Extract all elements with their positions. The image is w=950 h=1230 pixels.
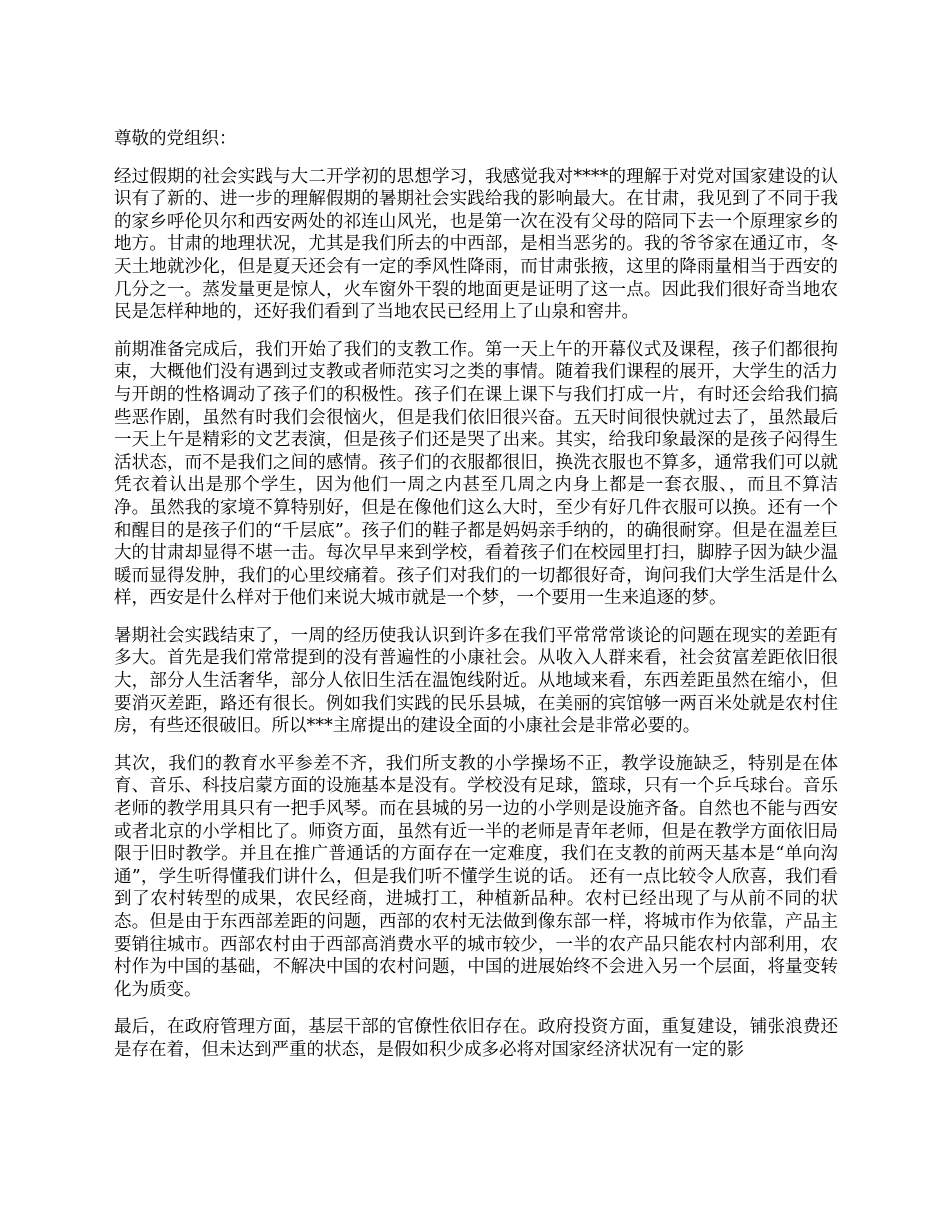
paragraph-2: 前期准备完成后，我们开始了我们的支教工作。第一天上午的开幕仪式及课程，孩子们都很拘束，大概他们没有遇到过支教或者师范实习之类的事情。随着我们课程的展开，大学生的活力与开朗的性格调动了孩子们的积极性。孩子们在课上课下与我们打成一片，有时还会给我们搞些恶作剧，虽然有时我们会很恼火，但是我们依旧很兴奋。五天时间很快就过去了，虽然最后一天上午是精彩的文艺表演，但是孩子们还是哭了出来。其实，给我印象最深的是孩子闷得生活状态，而不是我们之间的感情。孩子们的衣服都很旧，换洗衣服也不算多，通常我们可以就凭衣着认出是那个学生，因为他们一周之内甚至几周之内身上都是一套衣服、，而且不算洁净。虽然我的家境不算特别好，但是在像他们这么大时，至少有好几件衣服可以换。还有一个和醒目的是孩子们的“千层底”。孩子们的鞋子都是妈妈亲手纳的，的确很耐穿。但是在温差巨大的甘肃却显得不堪一击。每次早早来到学校，看着孩子们在校园里打扫，脚脖子因为缺少温暖而显得发肿，我们的心里绞痛着。孩子们对我们的一切都很好奇，询问我们大学生活是什么样，西安是什么样对于他们来说大城市就是一个梦，一个要用一生来追逐的梦。 <box>114 339 838 609</box>
paragraph-4: 其次，我们的教育水平参差不齐，我们所支教的小学操场不正，教学设施缺乏，特别是在体育、音乐、科技启蒙方面的设施基本是没有。学校没有足球，篮球，只有一个乒乓球台。音乐老师的教学用具只有一把手风琴。而在县城的另一边的小学则是设施齐备。自然也不能与西安或者北京的小学相比了。师资方面，虽然有近一半的老师是青年老师，但是在教学方面依旧局限于旧时教学。并且在推广普通话的方面存在一定难度，我们在支教的前两天基本是“单向沟通”，学生听得懂我们讲什么，但是我们听不懂学生说的话。 还有一点比较令人欣喜，我们看到了农村转型的成果，农民经商，进城打工，种植新品种。农村已经出现了与从前不同的状态。但是由于东西部差距的问题，西部的农村无法做到像东部一样，将城市作为依靠，产品主要销往城市。西部农村由于西部高消费水平的城市较少，一半的农产品只能农村内部利用，农村作为中国的基础，不解决中国的农村问题，中国的进展始终不会进入另一个层面，将量变转化为质变。 <box>114 753 838 1000</box>
salutation: 尊敬的党组织： <box>114 129 237 149</box>
paragraph-3: 暑期社会实践结束了，一周的经历使我认识到许多在我们平常常常谈论的问题在现实的差距有多大。首先是我们常常提到的没有普遍性的小康社会。从收入人群来看，社会贫富差距依旧很大，部分人生活奢华，部分人依旧生活在温饱线附近。从地域来看，东西差距虽然在缩小，但要消灭差距，路还有很长。例如我们实践的民乐县城，在美丽的宾馆够一两百米处就是农村住房，有些还很破旧。所以***主席提出的建设全面的小康社会是非常必要的。 <box>114 625 838 737</box>
document-body <box>114 128 838 1077</box>
paragraph-1: 经过假期的社会实践与大二开学初的思想学习，我感觉我对****的理解于对党对国家建设的认识有了新的、进一步的理解假期的暑期社会实践给我的影响最大。在甘肃，我见到了不同于我的家乡呼伦贝尔和西安两处的祁连山风光，也是第一次在没有父母的陪同下去一个原理家乡的地方。甘肃的地理状况，尤其是我们所去的中西部，是相当恶劣的。我的爷爷家在通辽市，冬天土地就沙化，但是夏天还会有一定的季风性降雨，而甘肃张掖，这里的降雨量相当于西安的几分之一。蒸发量更是惊人，火车窗外干裂的地面更是证明了这一点。因此我们很好奇当地农民是怎样种地的，还好我们看到了当地农民已经用上了山泉和窖井。 <box>114 166 838 323</box>
paragraph-5: 最后，在政府管理方面，基层干部的官僚性依旧存在。政府投资方面，重复建设，铺张浪费还是存在着，但未达到严重的状态，是假如积少成多必将对国家经济状况有一定的影 <box>114 1017 838 1060</box>
